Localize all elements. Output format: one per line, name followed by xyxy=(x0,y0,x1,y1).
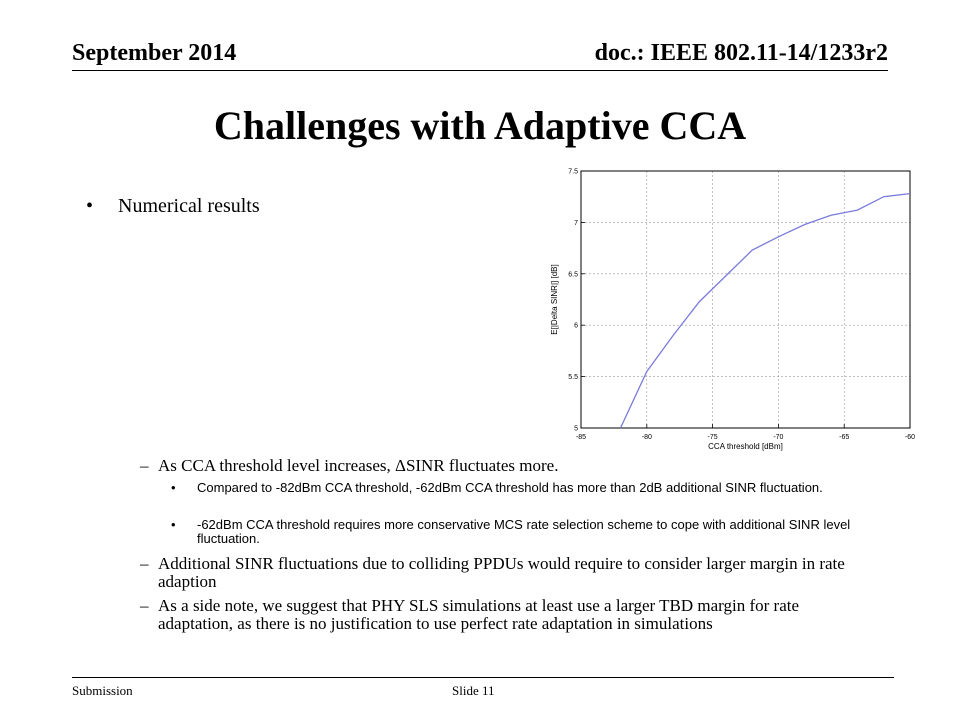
slide-title: Challenges with Adaptive CCA xyxy=(213,103,747,148)
y-axis-label: E[|Delta SINR|] [dB] xyxy=(550,264,559,335)
sub-sub-bullet-1b-text: -62dBm CCA threshold requires more conservative MCS rate selection scheme to cope with additional SINR level fluctuation. xyxy=(197,517,851,546)
x-axis-label: CCA threshold [dBm] xyxy=(708,442,783,451)
dash-marker: – xyxy=(140,456,149,475)
dash-marker: – xyxy=(140,596,149,615)
sub-bullet-1 xyxy=(140,456,878,475)
x-tick-label: -70 xyxy=(773,434,784,441)
footer-submission: Submission xyxy=(72,683,133,698)
bullet-dot: • xyxy=(171,517,176,532)
y-tick-label: 5 xyxy=(574,425,578,433)
header-divider xyxy=(72,70,888,71)
footer-divider xyxy=(72,677,894,678)
sub-bullet-3 xyxy=(140,596,878,633)
y-tick-label: 7.5 xyxy=(568,168,578,176)
bullet-dot: • xyxy=(86,195,94,217)
x-tick-label: -85 xyxy=(575,434,587,441)
plot-frame xyxy=(581,171,910,428)
header-doc-id: doc.: IEEE 802.11-14/1233r2 xyxy=(594,40,888,66)
sub-bullet-3-text: As a side note, we suggest that PHY SLS simulations at least use a larger TBD margin for rate adaptation, as there is no justification to use perfect rate adaptation in simulations xyxy=(158,596,800,633)
chart-ticks xyxy=(568,169,915,442)
bullet-numerical-results xyxy=(86,195,260,218)
series-line xyxy=(621,194,911,428)
bullet-text: Numerical results xyxy=(118,195,260,217)
y-tick-label: 6 xyxy=(574,322,578,330)
bullet-dot: • xyxy=(171,480,176,495)
footer-slide-number: Slide 11 xyxy=(452,683,495,698)
dash-marker: – xyxy=(140,554,149,573)
sub-bullet-2-text: Additional SINR fluctuations due to colliding PPDUs would require to consider larger margin in rate adaption xyxy=(158,554,845,591)
sub-sub-bullet-1a-text: Compared to -82dBm CCA threshold, -62dBm CCA threshold has more than 2dB additional SINR fluctuation. xyxy=(197,480,823,495)
x-tick-label: -75 xyxy=(707,434,718,441)
sub-sub-bullet-1b xyxy=(171,517,857,546)
sub-bullet-1-text: As CCA threshold level increases, ΔSINR fluctuates more. xyxy=(158,456,559,475)
header-date: September 2014 xyxy=(72,40,237,66)
sub-bullet-2 xyxy=(140,554,878,591)
chart-grid xyxy=(581,171,910,428)
y-tick-label: 6.5 xyxy=(568,271,578,279)
delta-sinr-chart xyxy=(548,160,928,451)
x-tick-label: -60 xyxy=(904,434,916,441)
x-tick-label: -80 xyxy=(641,434,652,441)
y-tick-label: 7 xyxy=(574,219,578,227)
y-tick-label: 5.5 xyxy=(568,374,578,382)
x-tick-label: -65 xyxy=(839,434,850,441)
sub-sub-bullet-1a xyxy=(171,480,857,495)
